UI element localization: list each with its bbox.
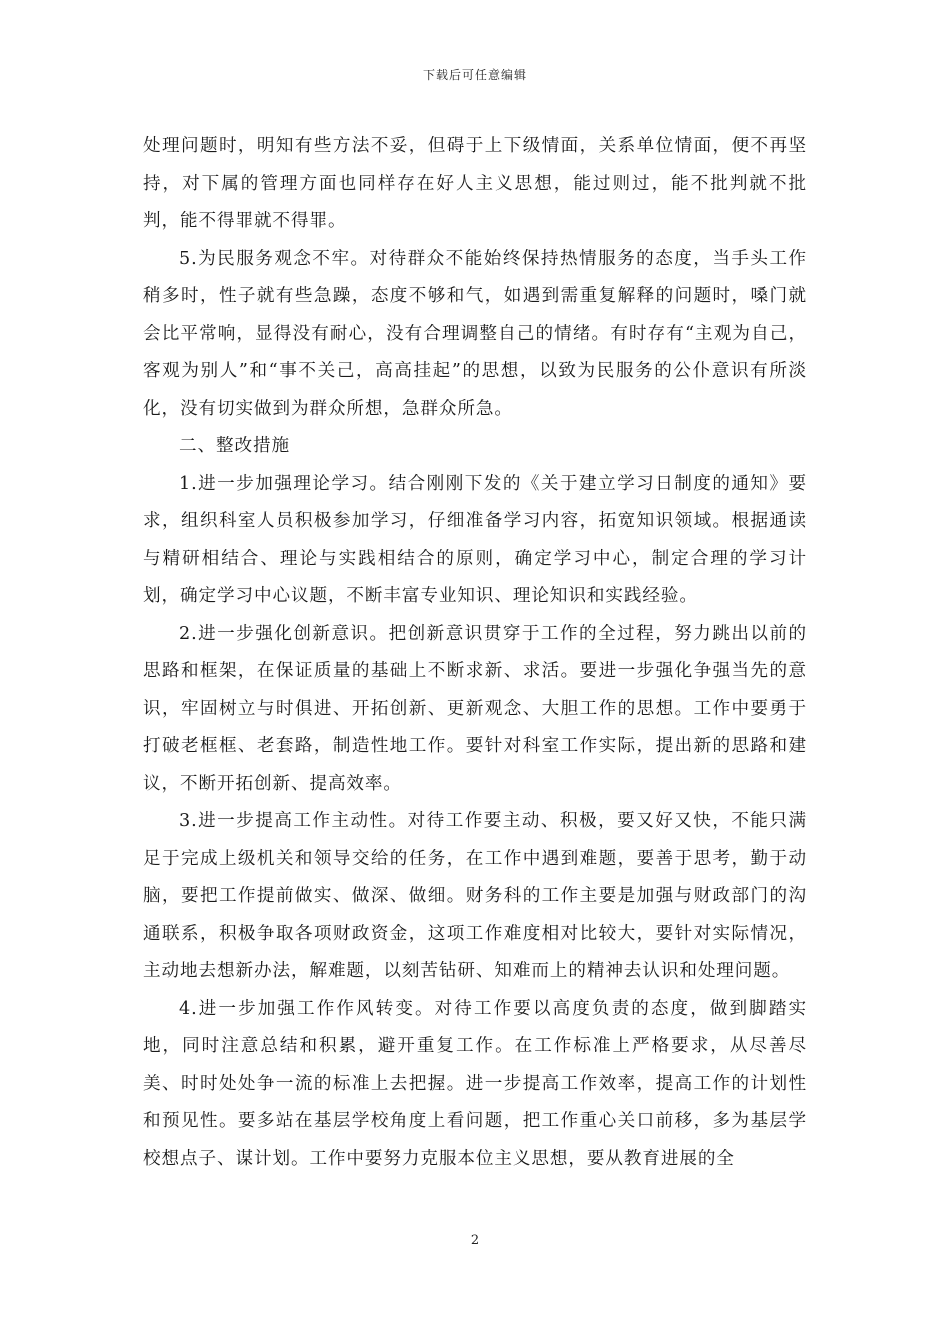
section-heading: 二、整改措施 — [179, 436, 290, 456]
paragraph-2: 5.为民服务观念不牢。对待群众不能始终保持热情服务的态度，当手头工作稍多时，性子就有些急躁，态度不够和气，如遇到需重复解释的问题时，嗓门就会比平常响，显得没有耐心，没有合理调整自己的情绪。有时存有“主观为自己，客观为别人”和“事不关己，高高挂起”的思想，以致为民服务的公仆意识有所淡化，没有切实做到为群众所想，急群众所急。 — [143, 248, 807, 419]
paragraph-5: 3.进一步提高工作主动性。对待工作要主动、积极，要又好又快，不能只满足于完成上级机关和领导交给的任务，在工作中遇到难题，要善于思考，勤于动脑，要把工作提前做实、做深、做细。财务科的工作主要是加强与财政部门的沟通联系，积极争取各项财政资金，这项工作难度相对比较大，要针对实际情况，主动地去想新办法，解难题，以刻苦钻研、知难而上的精神去认识和处理问题。 — [143, 811, 807, 981]
paragraph-1: 处理问题时，明知有些方法不妥，但碍于上下级情面，关系单位情面，便不再坚持，对下属的管理方面也同样存在好人主义思想，能过则过，能不批判就不批判，能不得罪就不得罪。 — [143, 136, 807, 231]
document-body — [143, 128, 807, 1178]
paragraph-4: 2.进一步强化创新意识。把创新意识贯穿于工作的全过程，努力跳出以前的思路和框架，在保证质量的基础上不断求新、求活。要进一步强化争强当先的意识，牢固树立与时俱进、开拓创新、更新观念、大胆工作的思想。工作中要勇于打破老框框、老套路，制造性地工作。要针对科室工作实际，提出新的思路和建议，不断开拓创新、提高效率。 — [143, 623, 807, 794]
paragraph-6: 4.进一步加强工作作风转变。对待工作要以高度负责的态度，做到脚踏实地，同时注意总结和积累，避开重复工作。在工作标准上严格要求，从尽善尽美、时时处处争一流的标准上去把握。进一步提高工作效率，提高工作的计划性和预见性。要多站在基层学校角度上看问题，把工作重心关口前移，多为基层学校想点子、谋计划。工作中要努力克服本位主义思想，要从教育进展的全 — [143, 998, 807, 1169]
page-header: 下载后可任意编辑 — [422, 68, 527, 82]
page-number: 2 — [470, 1233, 480, 1248]
paragraph-3: 1.进一步加强理论学习。结合刚刚下发的《关于建立学习日制度的通知》要求，组织科室人员积极参加学习，仔细准备学习内容，拓宽知识领域。根据通读与精研相结合、理论与实践相结合的原则，确定学习中心，制定合理的学习计划，确定学习中心议题，不断丰富专业知识、理论知识和实践经验。 — [143, 473, 807, 606]
